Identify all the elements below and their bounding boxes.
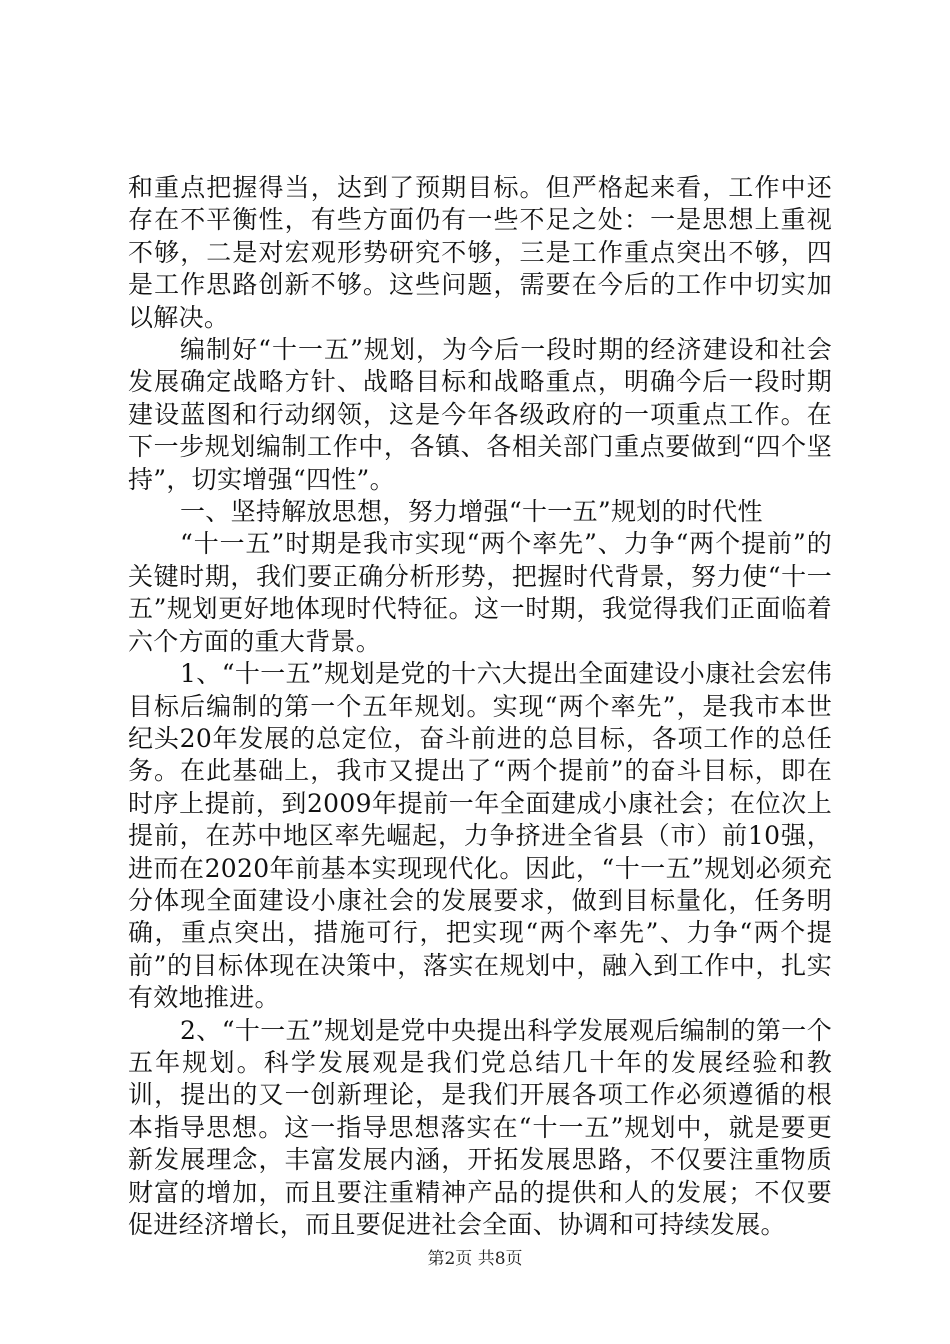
paragraph-point-2: 2、“十一五”规划是党中央提出科学发展观后编制的第一个五年规划。科学发展观是我们党总结几十年的发展经验和教训，提出的又一创新理论，是我们开展各项工作必须遵循的根本指导思想。这一指导思想落实在“十一五”规划中，就是要更新发展理念，丰富发展内涵，开拓发展思路，不仅要注重物质财富的增加，而且要注重精神产品的提供和人的发展；不仅要促进经济增长，而且要促进社会全面、协调和可持续发展。 — [128, 1015, 832, 1239]
paragraph-planning-intro: 编制好“十一五”规划，为今后一段时期的经济建设和社会发展确定战略方针、战略目标和战略重点，明确今后一段时期建设蓝图和行动纲领，这是今年各级政府的一项重点工作。在下一步规划编制工作中，各镇、各相关部门重点要做到“四个坚持”，切实增强“四性”。 — [128, 335, 832, 494]
page-number-footer: 第2页 共8页 — [427, 1249, 523, 1269]
document-body — [128, 172, 832, 1241]
paragraph-continuation: 和重点把握得当，达到了预期目标。但严格起来看，工作中还存在不平衡性，有些方面仍有一些不足之处：一是思想上重视不够，二是对宏观形势研究不够，三是工作重点突出不够，四是工作思路创新不够。这些问题，需要在今后的工作中切实加以解决。 — [128, 173, 832, 332]
section-heading-one: 一、坚持解放思想，努力增强“十一五”规划的时代性 — [180, 497, 763, 527]
paragraph-period-background: “十一五”时期是我市实现“两个率先”、力争“两个提前”的关键时期，我们要正确分析形势，把握时代背景，努力使“十一五”规划更好地体现时代特征。这一时期，我觉得我们正面临着六个方面的重大背景。 — [128, 529, 832, 656]
paragraph-point-1: 1、“十一五”规划是党的十六大提出全面建设小康社会宏伟目标后编制的第一个五年规划。实现“两个率先”，是我市本世纪头20年发展的总定位，奋斗前进的总目标，各项工作的总任务。在此基础上，我市又提出了“两个提前”的奋斗目标，即在时序上提前，到2009年提前一年全面建成小康社会；在位次上提前，在苏中地区率先崛起，力争挤进全省县（市）前10强，进而在2020年前基本实现现代化。因此，“十一五”规划必须充分体现全面建设小康社会的发展要求，做到目标量化，任务明确，重点突出，措施可行，把实现“两个率先”、力争“两个提前”的目标体现在决策中，落实在规划中，融入到工作中，扎实有效地推进。 — [128, 659, 832, 1013]
